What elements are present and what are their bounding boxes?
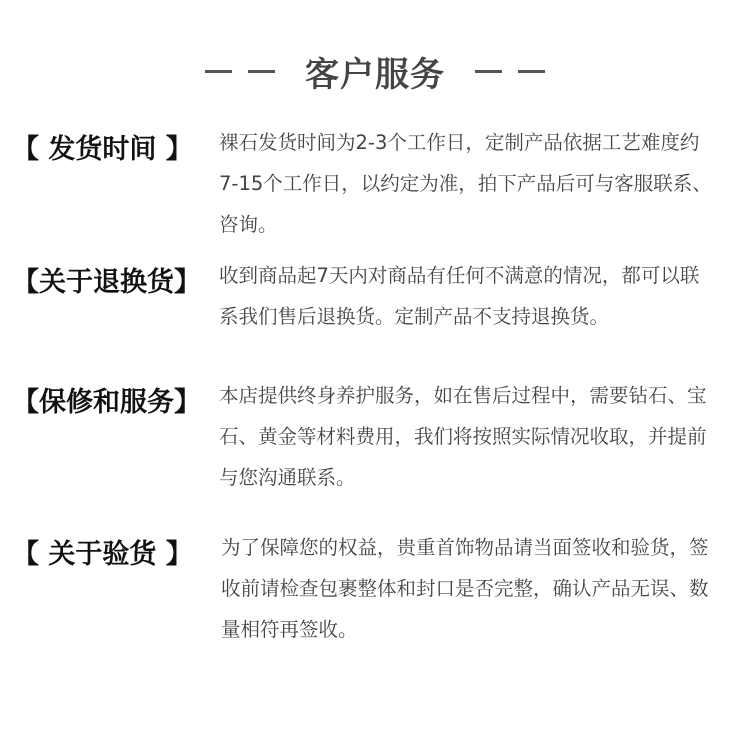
dash: [475, 70, 502, 73]
section-label: 【 关于验货 】: [12, 539, 193, 570]
description-line: 咨询。: [219, 213, 278, 236]
section-description: [219, 122, 712, 245]
description-line: 为了保障您的权益，贵重首饰物品请当面签收和验货，签: [221, 536, 709, 559]
description-line: 石、黄金等材料费用，我们将按照实际情况收取，并提前: [219, 425, 707, 448]
section-description: [221, 527, 709, 650]
description-line: 收前请检查包裹整体和封口是否完整，确认产品无误、数: [221, 577, 709, 600]
description-line: 系我们售后退换货。定制产品不支持退换货。: [219, 305, 610, 328]
left-dash-decoration: [205, 70, 275, 73]
description-line: 裸石发货时间为2-3个工作日，定制产品依据工艺难度约: [219, 131, 700, 154]
section-description: [219, 375, 707, 498]
dash: [248, 70, 275, 73]
description-line: 收到商品起7天内对商品有任何不满意的情况，都可以联: [219, 264, 700, 287]
description-line: 量相符再签收。: [221, 618, 358, 641]
page-title: 客户服务: [305, 54, 445, 95]
description-line: 本店提供终身养护服务，如在售后过程中，需要钻石、宝: [219, 384, 707, 407]
dash: [518, 70, 545, 73]
right-dash-decoration: [475, 70, 545, 73]
description-line: 与您沟通联系。: [219, 466, 356, 489]
section-label: 【关于退换货】: [12, 267, 201, 298]
section-label: 【 发货时间 】: [12, 134, 193, 165]
description-line: 7-15个工作日，以约定为准，拍下产品后可与客服联系、: [219, 172, 712, 195]
section-label: 【保修和服务】: [12, 387, 201, 418]
section-description: [219, 255, 699, 337]
page-header: [0, 46, 750, 96]
dash: [205, 70, 232, 73]
